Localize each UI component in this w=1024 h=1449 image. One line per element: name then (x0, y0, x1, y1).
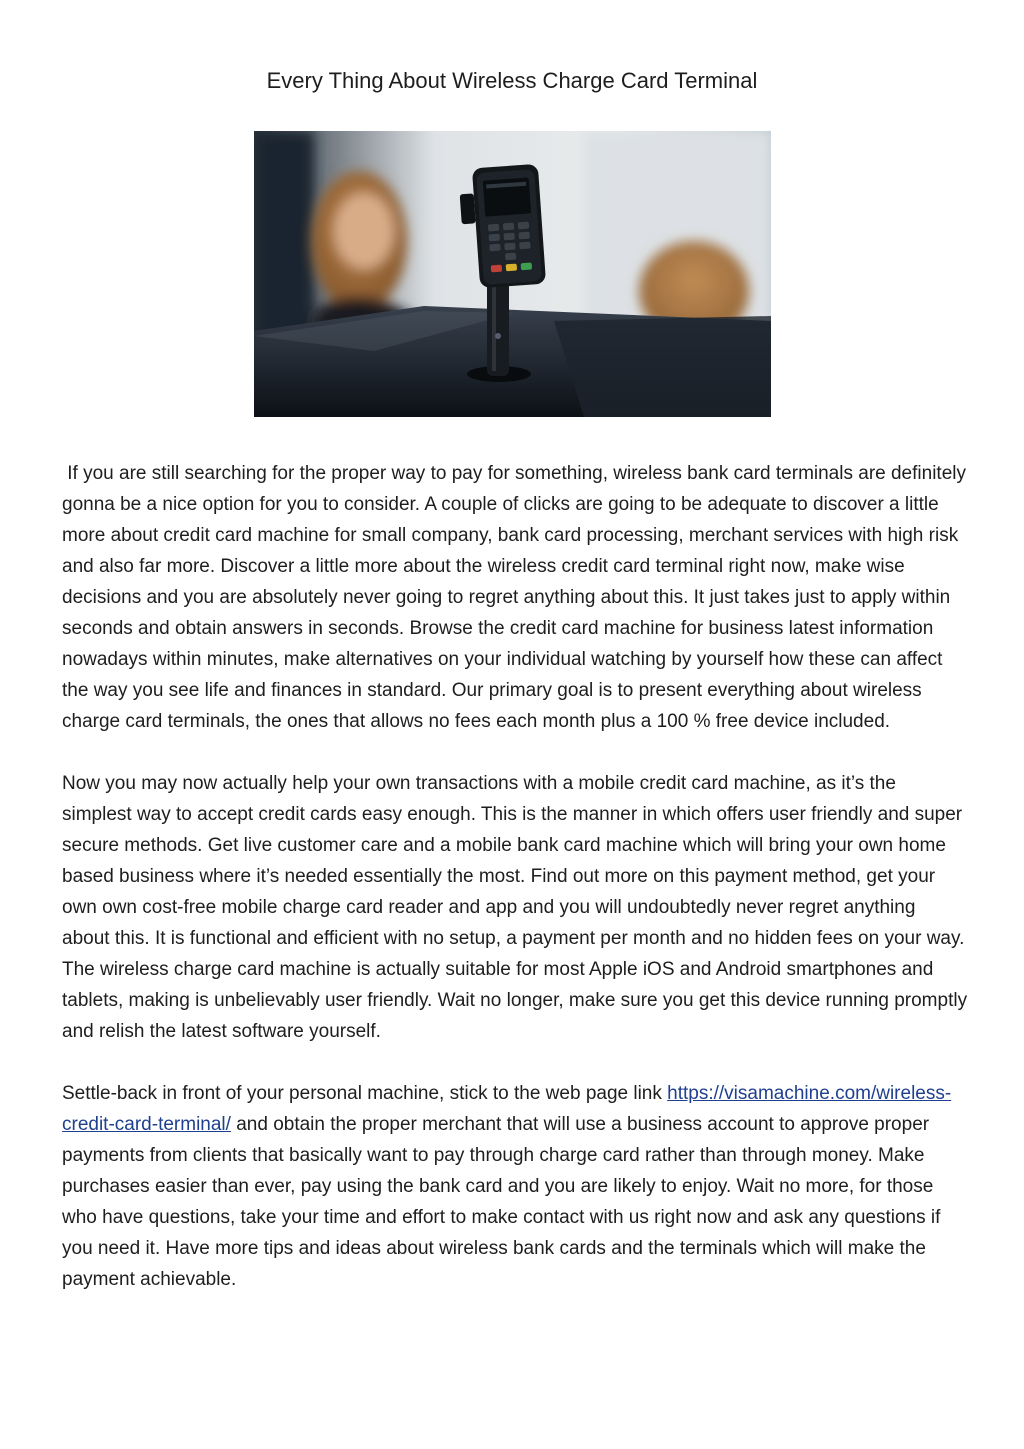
page-title: Every Thing About Wireless Charge Card Terminal (266, 68, 758, 93)
payment-terminal-photo (254, 131, 771, 417)
paragraph-closing-tail: and obtain the proper merchant that will use a business account to approve proper payments from clients that basically want to pay through charge card rather than through money. Make purchases easier than ever, pay using the bank card and you are likely to enjoy. Wait no more, for those who have questions, take your time and effort to make contact with us right now and ask any questions if you need it. Have more tips and ideas about wireless bank cards and the terminals which will make the payment achievable. (62, 1114, 946, 1290)
visamachine-link[interactable]: https://visamachine.com/wireless-credit-card-terminal/ (62, 1083, 952, 1135)
paragraph-closing-lead: Settle-back in front of your personal machine, stick to the web page link (62, 1083, 668, 1104)
paragraph-intro: If you are still searching for the proper way to pay for something, wireless bank card terminals are definitely gonna be a nice option for you to consider. A couple of clicks are going to be adequate to discover a little more about credit card machine for small company, bank card processing, merchant services with high risk and also far more. Discover a little more about the wireless credit card terminal right now, make wise decisions and you are absolutely never going to regret anything about this. It just takes just to apply within seconds and obtain answers in seconds. Browse the credit card machine for business latest information nowadays within minutes, make alternatives on your individual watching by yourself how these can affect the way you see life and finances in standard. Our primary goal is to present everything about wireless charge card terminals, the ones that allows no fees each month plus a 100 % free device included. (62, 463, 972, 732)
article-body (62, 458, 973, 1326)
paragraph-closing (62, 1078, 968, 1295)
paragraph-mobile-machine: Now you may now actually help your own transactions with a mobile credit card machine, as it’s the simplest way to accept credit cards easy enough. This is the manner in which offers user friendly and super secure methods. Get live customer care and a mobile bank card machine which will bring your own home based business where it’s needed essentially the most. Find out more on this payment method, get your own own cost-free mobile charge card reader and app and you will undoubtedly never regret anything about this. It is functional and efficient with no setup, a payment per month and no hidden fees on your way. The wireless charge card machine is actually suitable for most Apple iOS and Android smartphones and tablets, making is unbelievably user friendly. Wait no longer, make sure you get this device running promptly and relish the latest software yourself. (62, 773, 973, 1042)
